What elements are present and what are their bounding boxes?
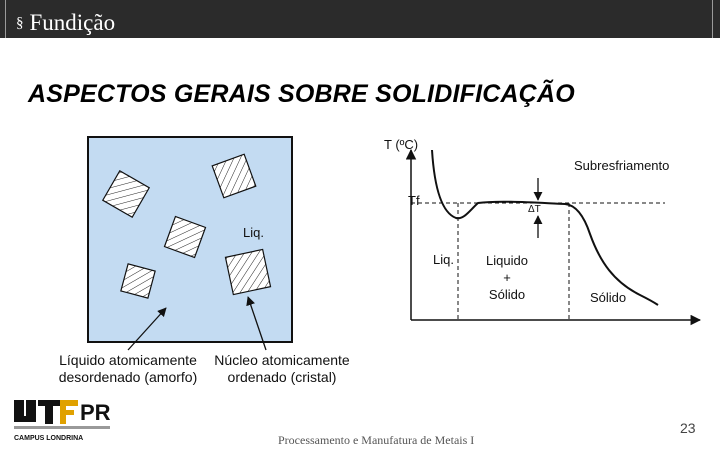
caption-line: Líquido atomicamente xyxy=(59,352,197,368)
region-mixed-line: Sólido xyxy=(488,287,526,302)
cooling-curve xyxy=(432,150,658,305)
region-mixed-line: Liquido xyxy=(486,253,528,268)
y-axis-label: T (ºC) xyxy=(384,137,419,152)
page-number: 23 xyxy=(680,420,696,436)
caption-line: Núcleo atomicamente xyxy=(214,352,350,368)
footer-course: Processamento e Manufatura de Metais I xyxy=(278,433,475,447)
utfpr-logo xyxy=(12,398,112,442)
region-solid-label: Sólido xyxy=(590,290,627,305)
crystal-nucleus xyxy=(225,249,270,294)
tf-label: Tf xyxy=(408,193,420,208)
region-liquid-label: Liq. xyxy=(433,252,454,267)
slide-title: ASPECTOS GERAIS SOBRE SOLIDIFICAÇÃO xyxy=(28,80,575,108)
svg-text:PR: PR xyxy=(80,400,111,425)
delta-t-label: ΔT xyxy=(528,204,541,215)
supercool-label: Subresfriamento xyxy=(574,158,670,173)
region-mixed-label xyxy=(474,252,540,303)
region-mixed-line: + xyxy=(503,270,511,285)
box-liquid-label: Liq. xyxy=(243,225,264,240)
svg-text:CAMPUS LONDRINA: CAMPUS LONDRINA xyxy=(14,435,84,442)
bullet-icon: § xyxy=(16,15,24,31)
section-title: Fundição xyxy=(29,10,116,35)
caption-line: desordenado (amorfo) xyxy=(58,369,198,385)
caption-line: ordenado (cristal) xyxy=(227,369,337,385)
utfpr-logo-icon xyxy=(12,398,112,442)
caption-amorphous xyxy=(28,352,228,386)
caption-crystal xyxy=(200,352,364,386)
